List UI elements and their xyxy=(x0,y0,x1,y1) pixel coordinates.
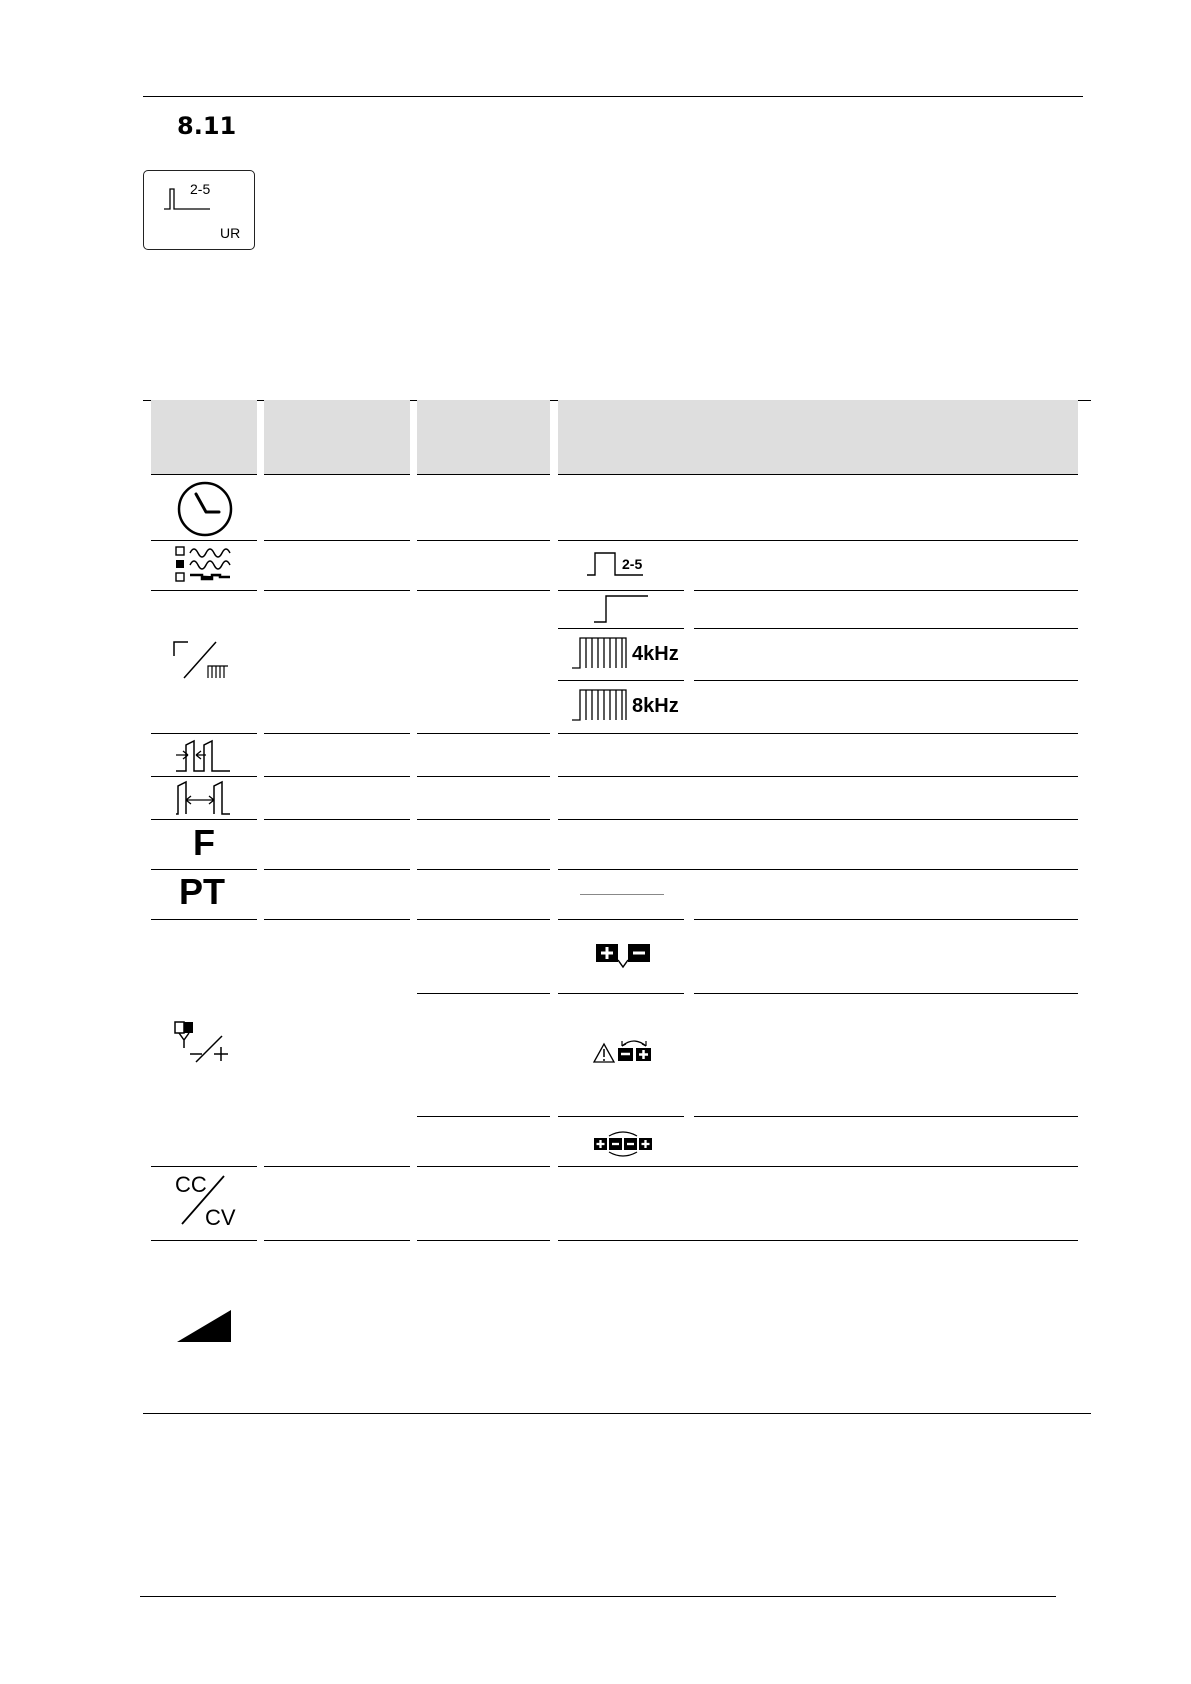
sub-row-sep xyxy=(694,1116,1078,1117)
row-sep xyxy=(558,776,1078,777)
mode-box-code: 2-5 xyxy=(190,181,211,197)
row-sep xyxy=(417,540,550,541)
row-sep xyxy=(558,919,684,920)
polarity-icon xyxy=(172,1018,234,1066)
row-sep xyxy=(558,540,1078,541)
header-sep xyxy=(417,474,550,475)
row-sep xyxy=(151,869,257,870)
table-header-col-4 xyxy=(558,400,1078,474)
row-sep xyxy=(558,1166,1078,1167)
f-letter-icon: F xyxy=(193,822,215,863)
hf-8khz-icon xyxy=(570,686,632,724)
row-sep xyxy=(264,590,410,591)
section-number: 8.11 xyxy=(177,112,237,140)
row-sep xyxy=(264,776,410,777)
sub-row-sep xyxy=(417,1116,550,1117)
row-sep xyxy=(151,819,257,820)
row-sep xyxy=(151,776,257,777)
row-sep xyxy=(417,1166,550,1167)
wave-mode-icon xyxy=(174,544,234,584)
header-sep xyxy=(151,474,257,475)
ignition-hf-icon xyxy=(172,638,234,682)
warning-swap-icon xyxy=(592,1034,654,1066)
sub-row-sep xyxy=(558,680,684,681)
pulse-narrow-icon xyxy=(174,735,234,775)
row-sep xyxy=(558,819,1078,820)
pt-letter-icon: PT xyxy=(179,871,226,912)
row-sep xyxy=(264,1166,410,1167)
sub-row-sep xyxy=(694,628,1078,629)
row-sep xyxy=(264,819,410,820)
pulse-2-5-label: 2-5 xyxy=(622,556,643,572)
row-sep xyxy=(417,919,550,920)
mode-box xyxy=(143,170,255,250)
plus-minus-icon xyxy=(594,940,652,970)
row-sep xyxy=(151,733,257,734)
cc-label: CC xyxy=(175,1172,207,1197)
row-sep xyxy=(264,540,410,541)
cv-label: CV xyxy=(205,1205,236,1230)
step-icon xyxy=(592,592,652,626)
row-sep xyxy=(264,869,410,870)
hf-8khz-label: 8kHz xyxy=(632,695,679,717)
row-sep xyxy=(264,1240,410,1241)
pt-value-line xyxy=(580,894,664,895)
row-sep xyxy=(417,1240,550,1241)
row-sep xyxy=(417,776,550,777)
header-sep xyxy=(558,474,1078,475)
row-sep xyxy=(151,1240,257,1241)
row-sep xyxy=(151,590,257,591)
ramp-icon xyxy=(175,1308,233,1344)
row-sep xyxy=(151,540,257,541)
pulse-wide-icon xyxy=(174,778,234,818)
sub-row-sep xyxy=(417,993,550,994)
table-header-col-3 xyxy=(417,400,550,474)
header-sep xyxy=(264,474,410,475)
row-sep xyxy=(694,919,1078,920)
row-sep xyxy=(417,869,550,870)
row-sep xyxy=(558,590,684,591)
clock-icon xyxy=(176,480,234,538)
row-sep xyxy=(558,869,1078,870)
table-header-col-2 xyxy=(264,400,410,474)
row-sep xyxy=(264,733,410,734)
row-sep xyxy=(264,919,410,920)
row-sep xyxy=(417,590,550,591)
table-header-col-1 xyxy=(151,400,257,474)
sub-row-sep xyxy=(558,628,684,629)
row-sep xyxy=(417,819,550,820)
row-sep xyxy=(558,1240,1078,1241)
row-sep xyxy=(417,733,550,734)
row-sep xyxy=(151,919,257,920)
row-sep xyxy=(694,590,1078,591)
hf-4khz-label: 4kHz xyxy=(632,643,679,665)
section-bottom-rule xyxy=(143,1413,1091,1414)
sub-row-sep xyxy=(694,680,1078,681)
hf-4khz-icon xyxy=(570,634,632,672)
mode-box-label: UR xyxy=(220,225,241,241)
sub-row-sep xyxy=(558,993,684,994)
swap-icon xyxy=(592,1128,654,1160)
top-rule xyxy=(143,96,1083,97)
sub-row-sep xyxy=(694,993,1078,994)
sub-row-sep xyxy=(558,1116,684,1117)
row-sep xyxy=(151,1166,257,1167)
footer-rule xyxy=(140,1596,1056,1597)
row-sep xyxy=(558,733,1078,734)
